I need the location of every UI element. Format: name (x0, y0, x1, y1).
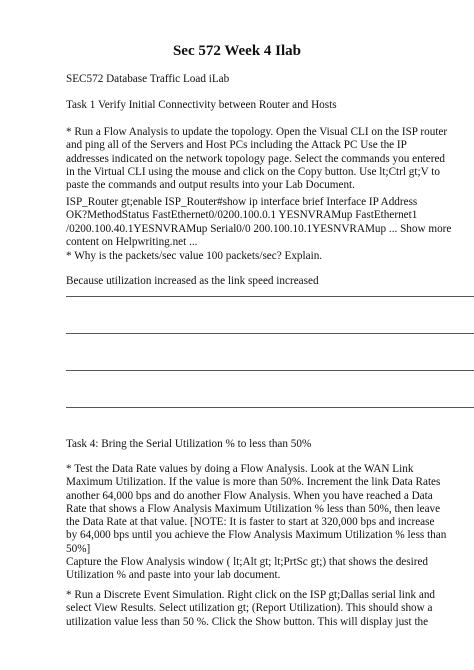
discrete-event-instructions (66, 589, 466, 629)
task4-line: Capture the Flow Analysis window ( lt;Alt gt; lt;PrtSc gt;) that shows the desired (66, 556, 429, 569)
task1-instructions (66, 126, 466, 192)
discrete-event-line: utilization value less than 50 %. Click the Show button. This will display just the (66, 615, 429, 628)
cli-output-line: /0200.100.40.1YESNVRAMup Serial0/0 200.100.10.1YESNVRAMup ... Show more (66, 222, 452, 235)
task4-heading: Task 4: Bring the Serial Utilization % to less than 50% (66, 438, 312, 450)
answer-rule (66, 296, 474, 297)
document-subtitle: SEC572 Database Traffic Load iLab (66, 73, 230, 85)
answer-rule (66, 370, 474, 371)
task4-line: * Test the Data Rate values by doing a Flow Analysis. Look at the WAN Link (66, 463, 414, 475)
task4-line: 50%] (66, 542, 91, 555)
task4-line: Maximum Utilization. If the value is more than 50%. Increment the link Data Rates (66, 476, 441, 489)
task4-line: Rate that shows a Flow Analysis Maximum Utilization % less than 50%, then leave (66, 502, 441, 515)
answer-rule (66, 333, 474, 334)
task1-line: * Run a Flow Analysis to update the topology. Open the Visual CLI on the ISP router (66, 126, 448, 138)
task1-line: paste the commands and output results into your Lab Document. (66, 179, 355, 192)
cli-output (66, 196, 466, 249)
question-text: * Why is the packets/sec value 100 packets/sec? Explain. (66, 250, 323, 262)
answer-rule (66, 407, 474, 408)
task1-line: addresses indicated on the network topology page. Select the commands you entered (66, 152, 446, 165)
task4-line: Utilization % and paste into your lab document. (66, 569, 281, 582)
task4-line: by 64,000 bps until you achieve the Flow Analysis Maximum Utilization % less than (66, 529, 447, 542)
task4-line: the Data Rate at that value. [NOTE: It is faster to start at 320,000 bps and increase (66, 516, 435, 529)
cli-output-line: OK?MethodStatus FastEthernet0/0200.100.0.1 YESNVRAMup FastEthernet1 (66, 209, 418, 222)
task1-line: in the Virtual CLI using the mouse and click on the Copy button. Use lt;Ctrl gt;V to (66, 165, 440, 178)
task1-line: and ping all of the Servers and Host PCs including the Attack PC Use the IP (66, 139, 407, 152)
cli-output-line: content on Helpwriting.net ... (66, 235, 198, 248)
discrete-event-line: select View Results. Select utilization gt; (Report Utilization). This should show a (66, 602, 433, 615)
task1-heading: Task 1 Verify Initial Connectivity between Router and Hosts (66, 99, 337, 111)
task4-instructions (66, 463, 466, 583)
answer-text: Because utilization increased as the link speed increased (66, 275, 319, 287)
task4-line: another 64,000 bps and do another Flow Analysis. When you have reached a Data (66, 489, 433, 502)
document-title: Sec 572 Week 4 Ilab (172, 43, 302, 59)
discrete-event-line: * Run a Discrete Event Simulation. Right click on the ISP gt;Dallas serial link and (66, 589, 436, 601)
cli-output-line: ISP_Router gt;enable ISP_Router#show ip interface brief Interface IP Address (66, 196, 418, 208)
